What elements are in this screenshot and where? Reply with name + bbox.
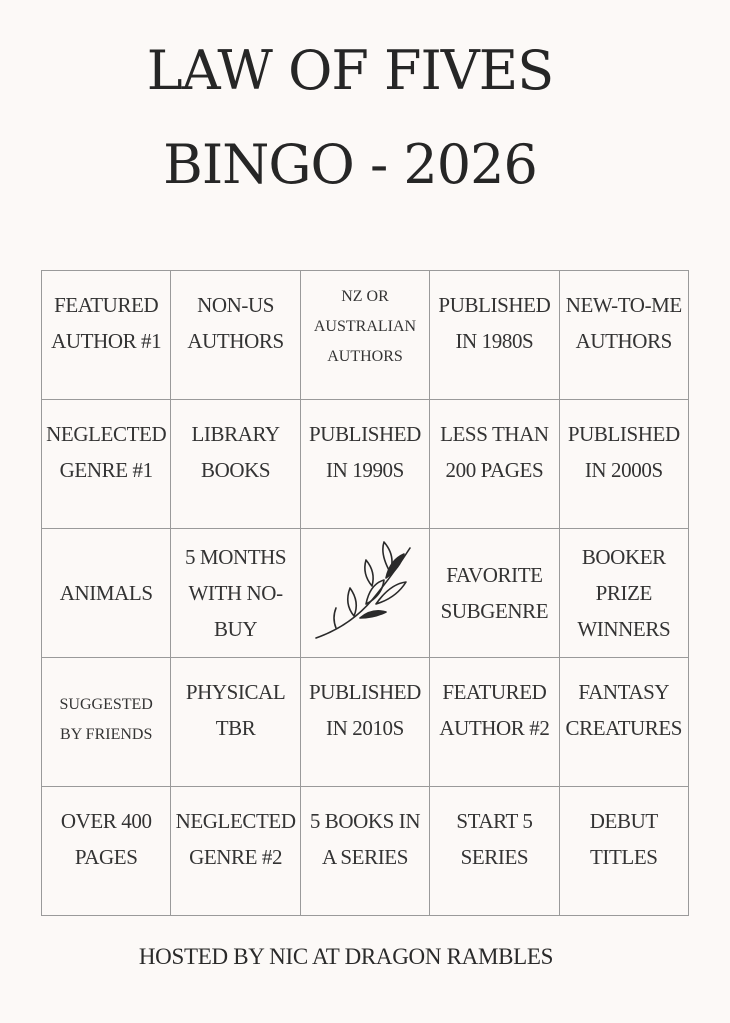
bingo-cell-label: PUBLISHED IN 2000S xyxy=(567,422,680,482)
free-space xyxy=(301,529,430,658)
bingo-cell-label: NEGLECTED GENRE #1 xyxy=(46,422,167,482)
bingo-cell xyxy=(301,400,430,529)
page-title-line-1: LAW OF FIVES xyxy=(146,39,554,102)
bingo-cell xyxy=(560,271,689,400)
bingo-cell-label: NON-US AUTHORS xyxy=(187,293,284,353)
bingo-cell xyxy=(560,658,689,787)
host-credit: HOSTED BY NIC AT DRAGON RAMBLES xyxy=(138,944,554,969)
bingo-cell-label: PUBLISHED IN 1980S xyxy=(438,293,551,353)
bingo-cell-label: FAVORITE SUBGENRE xyxy=(440,563,549,623)
bingo-cell-label: FEATURED AUTHOR #1 xyxy=(51,293,162,353)
bingo-board xyxy=(41,270,689,916)
bingo-cell-label: PHYSICAL TBR xyxy=(185,680,286,740)
bingo-cell xyxy=(430,787,559,916)
bingo-cell-label: DEBUT TITLES xyxy=(589,809,658,869)
bingo-cell-label: FEATURED AUTHOR #2 xyxy=(439,680,550,740)
bingo-cell-label: NEW-TO-ME AUTHORS xyxy=(565,293,682,353)
bingo-cell-label: START 5 SERIES xyxy=(456,809,533,869)
bingo-cell xyxy=(301,787,430,916)
bingo-cell xyxy=(171,529,300,658)
bingo-cell xyxy=(301,658,430,787)
bingo-cell-label: BOOKER PRIZE WINNERS xyxy=(577,545,671,641)
bingo-cell-label: 5 MONTHS WITH NO- BUY xyxy=(184,545,287,641)
bingo-cell xyxy=(171,658,300,787)
bingo-cell-label: SUGGESTED BY FRIENDS xyxy=(59,696,153,743)
bingo-cell xyxy=(430,658,559,787)
leaf-branch-icon xyxy=(310,538,420,648)
bingo-cell xyxy=(560,787,689,916)
bingo-cell xyxy=(171,400,300,529)
bingo-cell-label: NZ OR AUSTRALIAN AUTHORS xyxy=(313,288,417,365)
bingo-cell xyxy=(430,271,559,400)
page-title-line-2: BINGO - 2026 xyxy=(163,133,537,196)
bingo-cell xyxy=(430,529,559,658)
bingo-cell-label: OVER 400 PAGES xyxy=(60,809,152,869)
bingo-cell xyxy=(42,787,171,916)
bingo-cell-label: NEGLECTED GENRE #2 xyxy=(175,809,296,869)
bingo-cell-label: PUBLISHED IN 1990S xyxy=(309,422,421,482)
bingo-cell-label: PUBLISHED IN 2010S xyxy=(309,680,421,740)
bingo-cell xyxy=(171,271,300,400)
bingo-cell xyxy=(171,787,300,916)
bingo-cell-label: LESS THAN 200 PAGES xyxy=(440,422,549,482)
bingo-cell-label: FANTASY CREATURES xyxy=(565,680,683,740)
bingo-cell xyxy=(560,400,689,529)
bingo-cell xyxy=(301,271,430,400)
bingo-cell xyxy=(42,529,171,658)
bingo-cell xyxy=(42,400,171,529)
bingo-cell xyxy=(560,529,689,658)
bingo-cell xyxy=(42,271,171,400)
bingo-cell-label: 5 BOOKS IN A SERIES xyxy=(309,809,421,869)
bingo-cell xyxy=(42,658,171,787)
bingo-cell xyxy=(430,400,559,529)
bingo-cell-label: ANIMALS xyxy=(59,581,153,605)
bingo-cell-label: LIBRARY BOOKS xyxy=(191,422,280,482)
